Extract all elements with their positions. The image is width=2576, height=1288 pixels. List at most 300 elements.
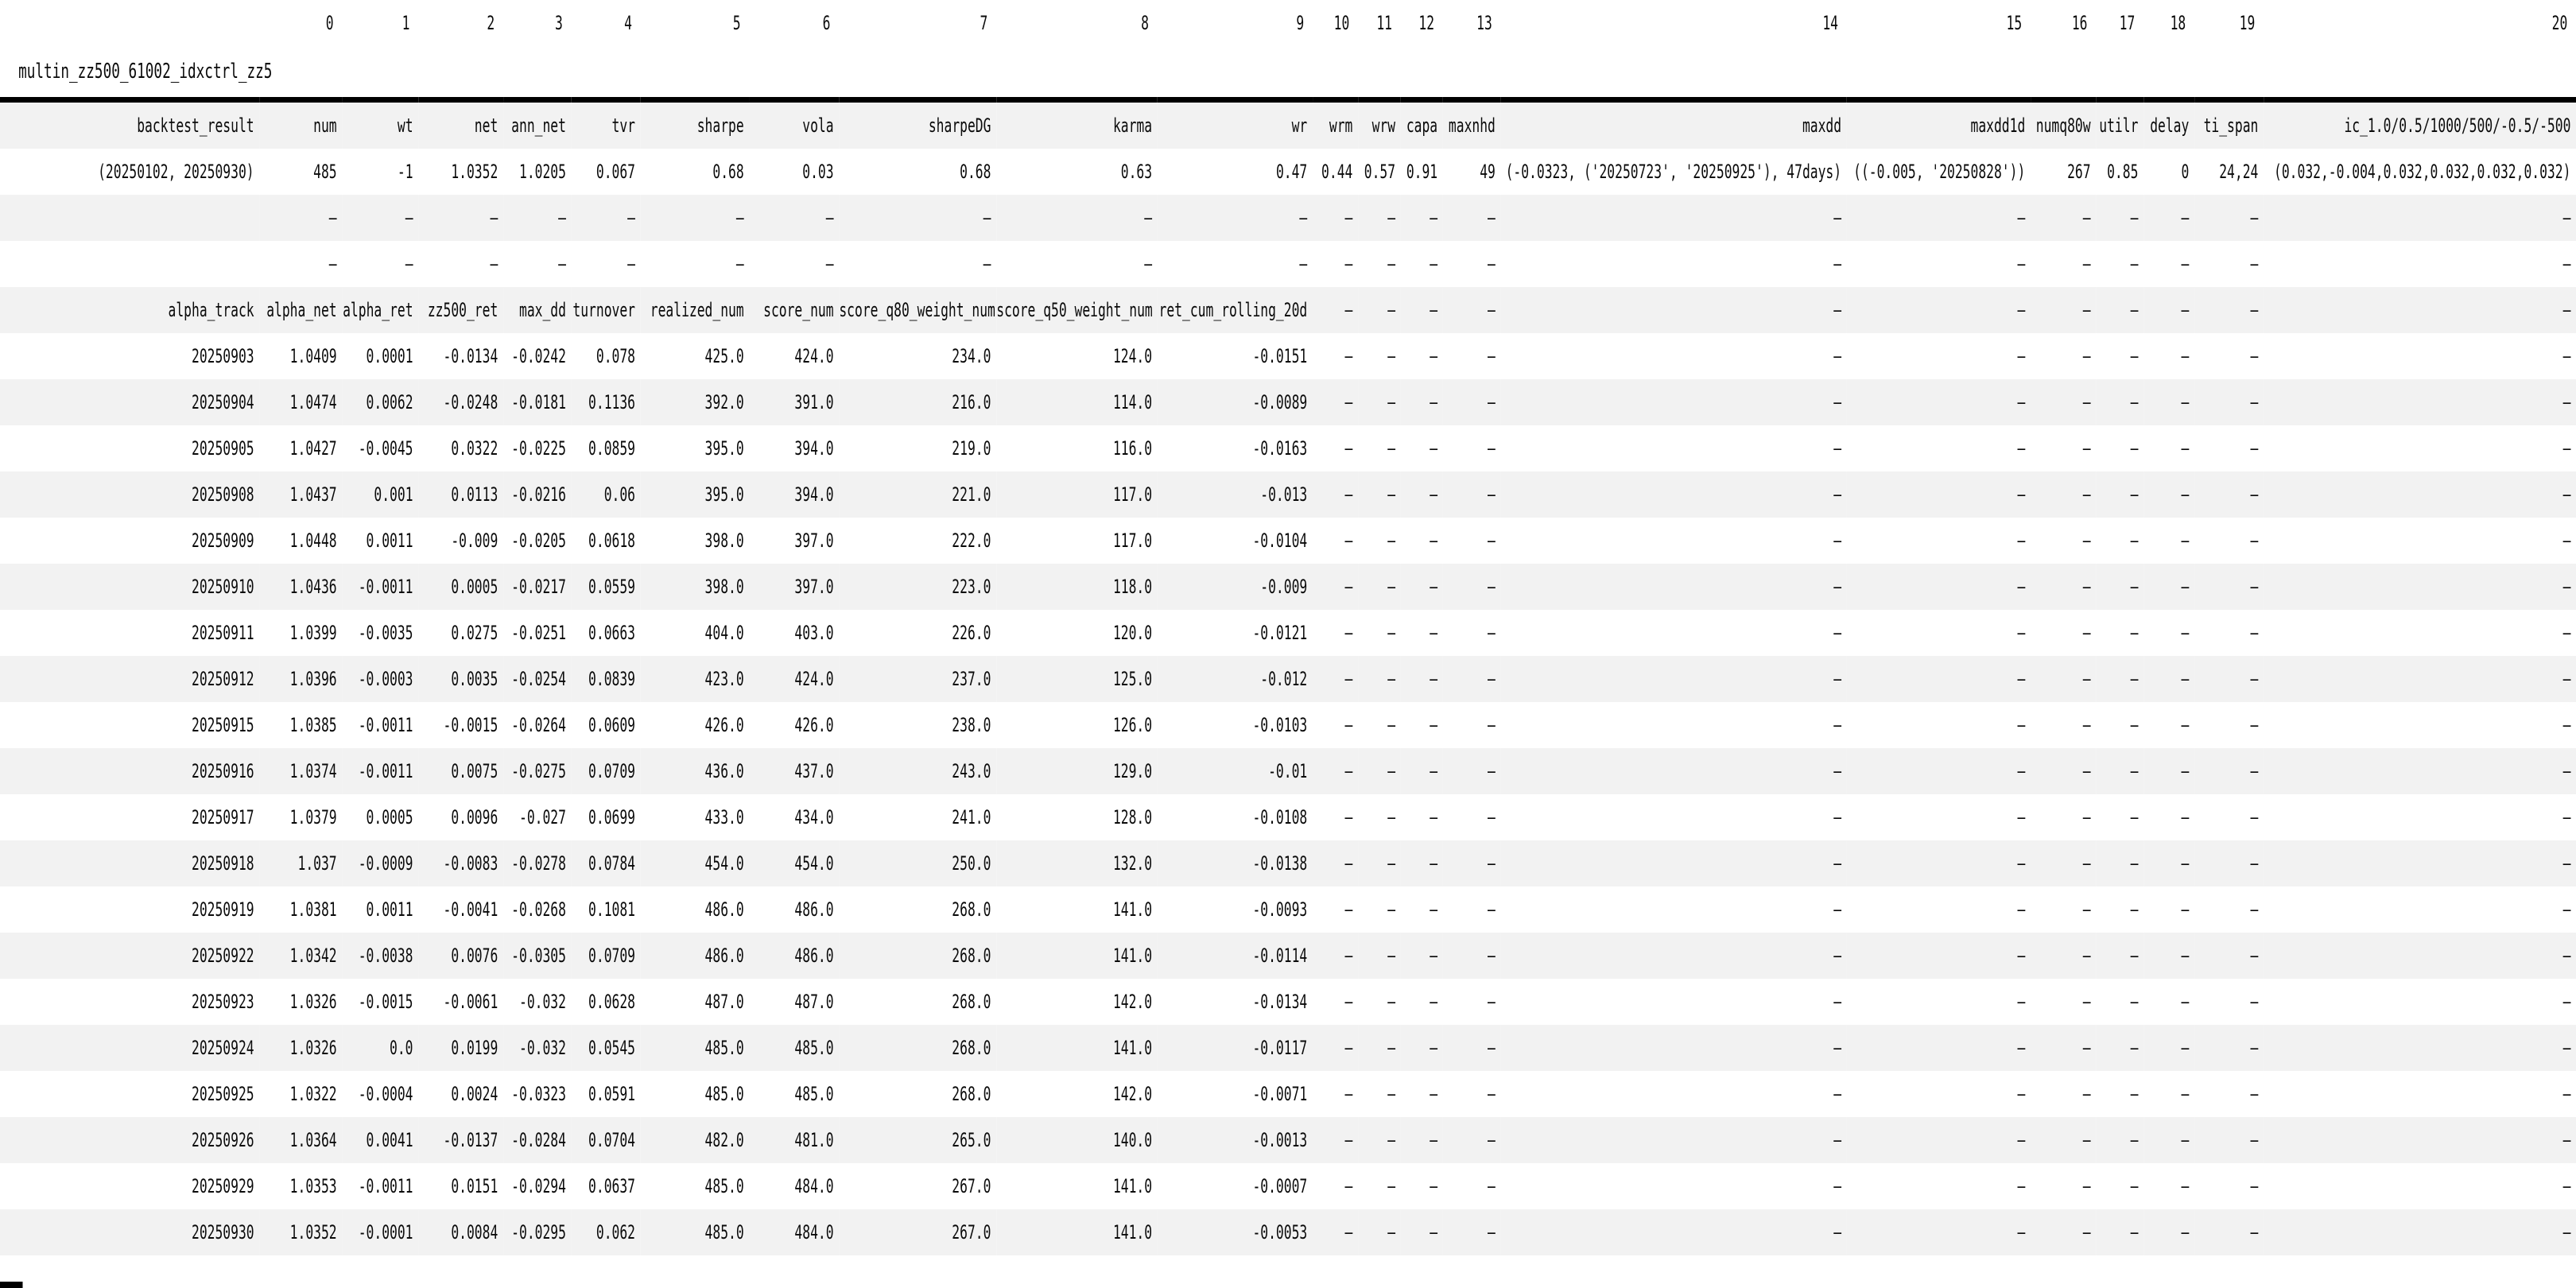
cell: — — [1443, 195, 1501, 241]
cell: — — [1358, 1025, 1401, 1071]
cell: — — [2031, 195, 2096, 241]
cell: — — [2082, 437, 2091, 460]
cell: 1.0436 — [259, 564, 342, 610]
cell: 397.0 — [794, 530, 834, 552]
cell: — — [2096, 1209, 2143, 1255]
cell: — — [1401, 195, 1443, 241]
cell: — — [1430, 898, 1438, 921]
cell: -0.0104 — [1252, 530, 1308, 552]
cell: 1.0379 — [289, 806, 337, 828]
cell: -1 — [397, 161, 413, 183]
cell: -0.0009 — [342, 840, 418, 886]
cell: — — [2194, 287, 2264, 333]
table-row-20250925 — [0, 1071, 2576, 1117]
cell: — — [1358, 1117, 1401, 1163]
cell: — — [1488, 991, 1496, 1013]
table-row-20250930 — [0, 1209, 2576, 1255]
cell: 423.0 — [641, 656, 750, 702]
cell: — — [1847, 1025, 2031, 1071]
cell: 487.0 — [704, 991, 744, 1013]
cell: — — [1833, 1175, 1842, 1197]
cell: 268.0 — [952, 991, 991, 1013]
table-row-20250922 — [0, 933, 2576, 979]
cell: — — [2194, 564, 2264, 610]
cell: — — [1430, 530, 1438, 552]
cell: -0.0038 — [342, 933, 418, 979]
column-index-3: 3 — [555, 12, 563, 34]
table-row-20250926 — [0, 1117, 2576, 1163]
cell: — — [2194, 1025, 2264, 1071]
cell: score_q50_weight_num — [996, 287, 1158, 333]
cell: — — [2194, 379, 2264, 425]
cell: — — [1387, 714, 1396, 736]
cell: 424.0 — [794, 345, 834, 367]
bottom-border-fragment — [0, 1282, 23, 1288]
cell: — — [1313, 933, 1358, 979]
cell: — — [2264, 840, 2576, 886]
cell: — — [2031, 840, 2096, 886]
cell: — — [2096, 287, 2143, 333]
cell: 0.0005 — [366, 806, 413, 828]
cell: — — [1401, 748, 1443, 794]
cell: 1.0342 — [259, 933, 342, 979]
cell: — — [1401, 564, 1443, 610]
cell: 1.0381 — [289, 898, 337, 921]
cell: — — [1430, 1083, 1438, 1105]
cell: — — [2017, 1175, 2026, 1197]
table-row-20250917 — [0, 794, 2576, 840]
cell: 140.0 — [996, 1117, 1158, 1163]
cell: 141.0 — [996, 933, 1158, 979]
cell: — — [1443, 564, 1501, 610]
cell: — — [2143, 1209, 2194, 1255]
cell: 0.0545 — [572, 1025, 641, 1071]
cell: 1.0326 — [289, 991, 337, 1013]
cell: -0.0163 — [1252, 437, 1308, 460]
cell: 404.0 — [704, 622, 744, 644]
cell: 129.0 — [996, 748, 1158, 794]
column-header-5: tvr — [572, 97, 641, 149]
column-index-20: 20 — [2551, 12, 2568, 34]
cell: — — [2562, 622, 2571, 644]
cell: 0.85 — [2107, 161, 2139, 183]
cell: 394.0 — [794, 437, 834, 460]
column-index-6: 6 — [822, 12, 831, 34]
cell: — — [1443, 1025, 1501, 1071]
cell: — — [2562, 898, 2571, 921]
cell: — — [2562, 1175, 2571, 1197]
cell: — — [1443, 1209, 1501, 1255]
cell: — — [1401, 471, 1443, 518]
cell: 0.0709 — [572, 933, 641, 979]
cell: 1.0437 — [259, 471, 342, 518]
cell: 267.0 — [952, 1175, 991, 1197]
cell: — — [1833, 806, 1842, 828]
cell: — — [1313, 379, 1358, 425]
cell: 234.0 — [952, 345, 991, 367]
cell: — — [1344, 253, 1353, 275]
cell: — — [2194, 656, 2264, 702]
cell: -0.0089 — [1158, 379, 1313, 425]
page-title: multin_zz500_61002_idxctrl_zz5 — [18, 60, 273, 83]
cell: -0.0103 — [1252, 714, 1308, 736]
row-label: 20250908 — [0, 471, 259, 518]
cell: 226.0 — [952, 622, 991, 644]
cell: 128.0 — [1112, 806, 1153, 828]
cell: — — [2031, 1117, 2096, 1163]
cell: -0.032 — [519, 991, 566, 1013]
cell: 1.0448 — [289, 530, 337, 552]
cell: 1.037 — [259, 840, 342, 886]
cell: 0.68 — [960, 161, 991, 183]
cell: 433.0 — [704, 806, 744, 828]
cell: -0.032 — [503, 1025, 572, 1071]
cell: — — [2264, 933, 2576, 979]
cell: — — [641, 195, 750, 241]
cell: 125.0 — [996, 656, 1158, 702]
cell: — — [2143, 748, 2194, 794]
cell: -0.0015 — [443, 714, 499, 736]
cell: — — [1847, 564, 2031, 610]
cell: — — [2031, 1025, 2096, 1071]
table-row-20250918 — [0, 840, 2576, 886]
cell: turnover — [572, 287, 641, 333]
cell: — — [2250, 253, 2259, 275]
column-header-18: utilr — [2096, 97, 2143, 149]
cell: 0.0001 — [366, 345, 413, 367]
table-row-20250908 — [0, 471, 2576, 518]
row-label: 20250910 — [0, 564, 259, 610]
row-label: 20250903 — [191, 345, 254, 367]
cell: 1.0399 — [289, 622, 337, 644]
cell: — — [1401, 933, 1443, 979]
cell: 0.062 — [572, 1209, 641, 1255]
cell: -0.0053 — [1158, 1209, 1313, 1255]
cell: -0.0003 — [342, 656, 418, 702]
cell: 394.0 — [749, 471, 839, 518]
column-index-19: 19 — [2239, 12, 2256, 34]
cell: — — [1358, 287, 1401, 333]
cell: 454.0 — [641, 840, 750, 886]
cell: -0.012 — [1158, 656, 1313, 702]
column-index-1: 1 — [402, 12, 410, 34]
cell: — — [1847, 195, 2031, 241]
cell: 216.0 — [839, 379, 996, 425]
index-row-spacer — [0, 0, 259, 46]
cell: — — [1299, 253, 1308, 275]
row-label: 20250926 — [0, 1117, 259, 1163]
cell: 1.0352 — [451, 161, 499, 183]
cell: -0.0001 — [342, 1209, 418, 1255]
cell: -0.0013 — [1158, 1117, 1313, 1163]
cell: 132.0 — [996, 840, 1158, 886]
cell: 485.0 — [704, 1083, 744, 1105]
column-header-backtest_result: backtest_result — [0, 97, 259, 149]
cell: 0.0113 — [418, 471, 503, 518]
cell: — — [2096, 195, 2143, 241]
cell: — — [1501, 1117, 1847, 1163]
cell: -0.0264 — [511, 714, 566, 736]
cell: — — [1847, 840, 2031, 886]
cell: 124.0 — [1112, 345, 1153, 367]
cell: — — [2130, 714, 2139, 736]
cell: -0.0011 — [358, 1175, 413, 1197]
column-index-row — [0, 0, 2576, 46]
cell: — — [1847, 287, 2031, 333]
cell: 0.1136 — [572, 379, 641, 425]
cell: 1.0427 — [289, 437, 337, 460]
cell: — — [2250, 714, 2259, 736]
cell: 485.0 — [641, 1025, 750, 1071]
cell: — — [1833, 1083, 1842, 1105]
cell: — — [2017, 714, 2026, 736]
cell: — — [1443, 1117, 1501, 1163]
cell: — — [2096, 748, 2143, 794]
cell: 485.0 — [704, 1175, 744, 1197]
cell: — — [2130, 898, 2139, 921]
cell: zz500_ret — [418, 287, 503, 333]
cell: — — [1387, 345, 1396, 367]
cell: — — [2264, 1117, 2576, 1163]
cell: — — [1501, 656, 1847, 702]
cell: — — [1313, 656, 1358, 702]
cell: — — [1488, 1083, 1496, 1105]
cell: — — [1344, 714, 1353, 736]
cell: 484.0 — [794, 1175, 834, 1197]
cell: — — [1488, 345, 1496, 367]
cell: — — [572, 195, 641, 241]
cell: — — [2130, 622, 2139, 644]
cell: — — [1501, 933, 1847, 979]
cell: -0.0138 — [1158, 840, 1313, 886]
cell: 481.0 — [749, 1117, 839, 1163]
column-header-16: maxdd1d — [1847, 97, 2031, 149]
cell: 268.0 — [839, 1025, 996, 1071]
row-label: 20250929 — [191, 1175, 254, 1197]
cell: -0.0121 — [1252, 622, 1308, 644]
cell: 484.0 — [749, 1209, 839, 1255]
cell: — — [1344, 345, 1353, 367]
cell: — — [2562, 437, 2571, 460]
cell: — — [1430, 253, 1438, 275]
cell: 49 — [1480, 161, 1496, 183]
cell: 403.0 — [794, 622, 834, 644]
cell: 1.0374 — [259, 748, 342, 794]
table-row-20250903 — [0, 333, 2576, 379]
cell: — — [1501, 748, 1847, 794]
cell: — — [2250, 1083, 2259, 1105]
cell: — — [2031, 287, 2096, 333]
cell: 1.0474 — [259, 379, 342, 425]
cell: — — [2096, 1117, 2143, 1163]
cell: 1.0396 — [259, 656, 342, 702]
column-index-4: 4 — [624, 12, 632, 34]
cell: 486.0 — [749, 933, 839, 979]
cell: — — [2096, 840, 2143, 886]
cell: — — [1847, 379, 2031, 425]
cell: — — [2017, 253, 2026, 275]
cell: — — [2130, 1175, 2139, 1197]
cell: — — [2194, 748, 2264, 794]
column-index-13: 13 — [1476, 12, 1492, 34]
cell: — — [2096, 656, 2143, 702]
cell: — — [627, 253, 635, 275]
cell: — — [2017, 345, 2026, 367]
cell: -0.0248 — [418, 379, 503, 425]
cell: 142.0 — [1112, 991, 1153, 1013]
cell: 0.63 — [1120, 161, 1153, 183]
column-index-11: 11 — [1376, 12, 1392, 34]
cell: — — [1158, 195, 1313, 241]
cell: — — [2082, 898, 2091, 921]
row-label: 20250930 — [0, 1209, 259, 1255]
cell: — — [1401, 1209, 1443, 1255]
cell: — — [1443, 933, 1501, 979]
cell: — — [2264, 656, 2576, 702]
row-label: alpha_track — [0, 287, 259, 333]
cell: — — [1833, 898, 1842, 921]
cell: — — [259, 195, 342, 241]
cell: — — [2264, 379, 2576, 425]
cell: -0.0268 — [511, 898, 566, 921]
row-label: 20250924 — [0, 1025, 259, 1071]
cell: 436.0 — [641, 748, 750, 794]
cell: 267.0 — [839, 1209, 996, 1255]
row-label: 20250925 — [191, 1083, 254, 1105]
cell: — — [1443, 840, 1501, 886]
cell: — — [2143, 933, 2194, 979]
cell: 268.0 — [952, 898, 991, 921]
cell: — — [2096, 933, 2143, 979]
cell: realized_num — [641, 287, 750, 333]
cell: — — [2250, 898, 2259, 921]
cell: — — [1387, 1175, 1396, 1197]
cell: -0.0011 — [342, 564, 418, 610]
cell: 0.067 — [596, 161, 635, 183]
cell: — — [2031, 564, 2096, 610]
cell: — — [2017, 806, 2026, 828]
cell: 0.0559 — [572, 564, 641, 610]
cell: -0.027 — [519, 806, 566, 828]
column-header-12: wrw — [1358, 97, 1401, 149]
cell: — — [996, 195, 1158, 241]
cell: -0.0181 — [503, 379, 572, 425]
cell: — — [2082, 806, 2091, 828]
cell: 0.0041 — [342, 1117, 418, 1163]
cell: — — [1344, 991, 1353, 1013]
cell: — — [2130, 530, 2139, 552]
cell: -0.0011 — [342, 748, 418, 794]
row-label: 20250909 — [191, 530, 254, 552]
cell: — — [2143, 840, 2194, 886]
cell: — — [2130, 345, 2139, 367]
row-label: 20250915 — [191, 714, 254, 736]
cell: -0.0284 — [503, 1117, 572, 1163]
cell: 1.0322 — [289, 1083, 337, 1105]
cell: 0.0699 — [588, 806, 635, 828]
cell: — — [2031, 748, 2096, 794]
cell: -0.0035 — [358, 622, 413, 644]
cell: 0.0663 — [588, 622, 635, 644]
table-row-20250905 — [0, 425, 2576, 471]
cell: 398.0 — [704, 530, 744, 552]
cell: 118.0 — [996, 564, 1158, 610]
cell: — — [2031, 933, 2096, 979]
cell: — — [1430, 437, 1438, 460]
cell: -0.0295 — [503, 1209, 572, 1255]
cell: 437.0 — [749, 748, 839, 794]
column-header-11: wrm — [1313, 97, 1358, 149]
cell: 0.0084 — [418, 1209, 503, 1255]
cell: — — [1443, 471, 1501, 518]
cell: -0.009 — [451, 530, 499, 552]
cell: 0.57 — [1364, 161, 1396, 183]
cell: — — [503, 195, 572, 241]
cell: 0.0709 — [572, 748, 641, 794]
cell: — — [405, 253, 413, 275]
cell: — — [1358, 748, 1401, 794]
cell: 222.0 — [952, 530, 991, 552]
cell: — — [749, 195, 839, 241]
cell: — — [2130, 991, 2139, 1013]
cell: 0.91 — [1406, 161, 1438, 183]
cell: — — [1401, 287, 1443, 333]
cell: — — [2096, 564, 2143, 610]
column-header-13: capa — [1401, 97, 1443, 149]
cell: — — [1501, 1209, 1847, 1255]
cell: 0.0011 — [366, 530, 413, 552]
column-header-10: wr — [1158, 97, 1313, 149]
cell: -0.0216 — [503, 471, 572, 518]
cell: — — [2143, 1117, 2194, 1163]
cell: — — [1344, 806, 1353, 828]
cell: 395.0 — [641, 471, 750, 518]
row-label: 20250917 — [191, 806, 254, 828]
cell: 485.0 — [749, 1025, 839, 1071]
cell: -0.0151 — [1252, 345, 1308, 367]
cell: — — [2143, 1025, 2194, 1071]
cell: 0.0011 — [366, 898, 413, 921]
cell: — — [1430, 345, 1438, 367]
cell: — — [2250, 991, 2259, 1013]
cell: 0.0005 — [418, 564, 503, 610]
cell: — — [1488, 622, 1496, 644]
column-header-7: vola — [749, 97, 839, 149]
cell: — — [1387, 437, 1396, 460]
table-row-20250924 — [0, 1025, 2576, 1071]
cell: 1.0364 — [259, 1117, 342, 1163]
cell: — — [1488, 1175, 1496, 1197]
cell: — — [1488, 714, 1496, 736]
cell: — — [2181, 530, 2190, 552]
cell: — — [1313, 471, 1358, 518]
column-header-21: ic_1.0/0.5/1000/500/-0.5/-500 — [2264, 97, 2576, 149]
cell: — — [1833, 622, 1842, 644]
cell: score_q80_weight_num — [839, 287, 996, 333]
table-row-20250904 — [0, 379, 2576, 425]
title-row — [0, 46, 2576, 97]
cell: — — [2194, 1117, 2264, 1163]
cell: — — [2017, 437, 2026, 460]
cell: — — [1833, 714, 1842, 736]
cell: -0.0108 — [1252, 806, 1308, 828]
cell: — — [2143, 471, 2194, 518]
cell: — — [558, 253, 566, 275]
cell: — — [1488, 898, 1496, 921]
row-label: 20250923 — [191, 991, 254, 1013]
cell: — — [1501, 379, 1847, 425]
cell: 24,24 — [2219, 161, 2259, 183]
